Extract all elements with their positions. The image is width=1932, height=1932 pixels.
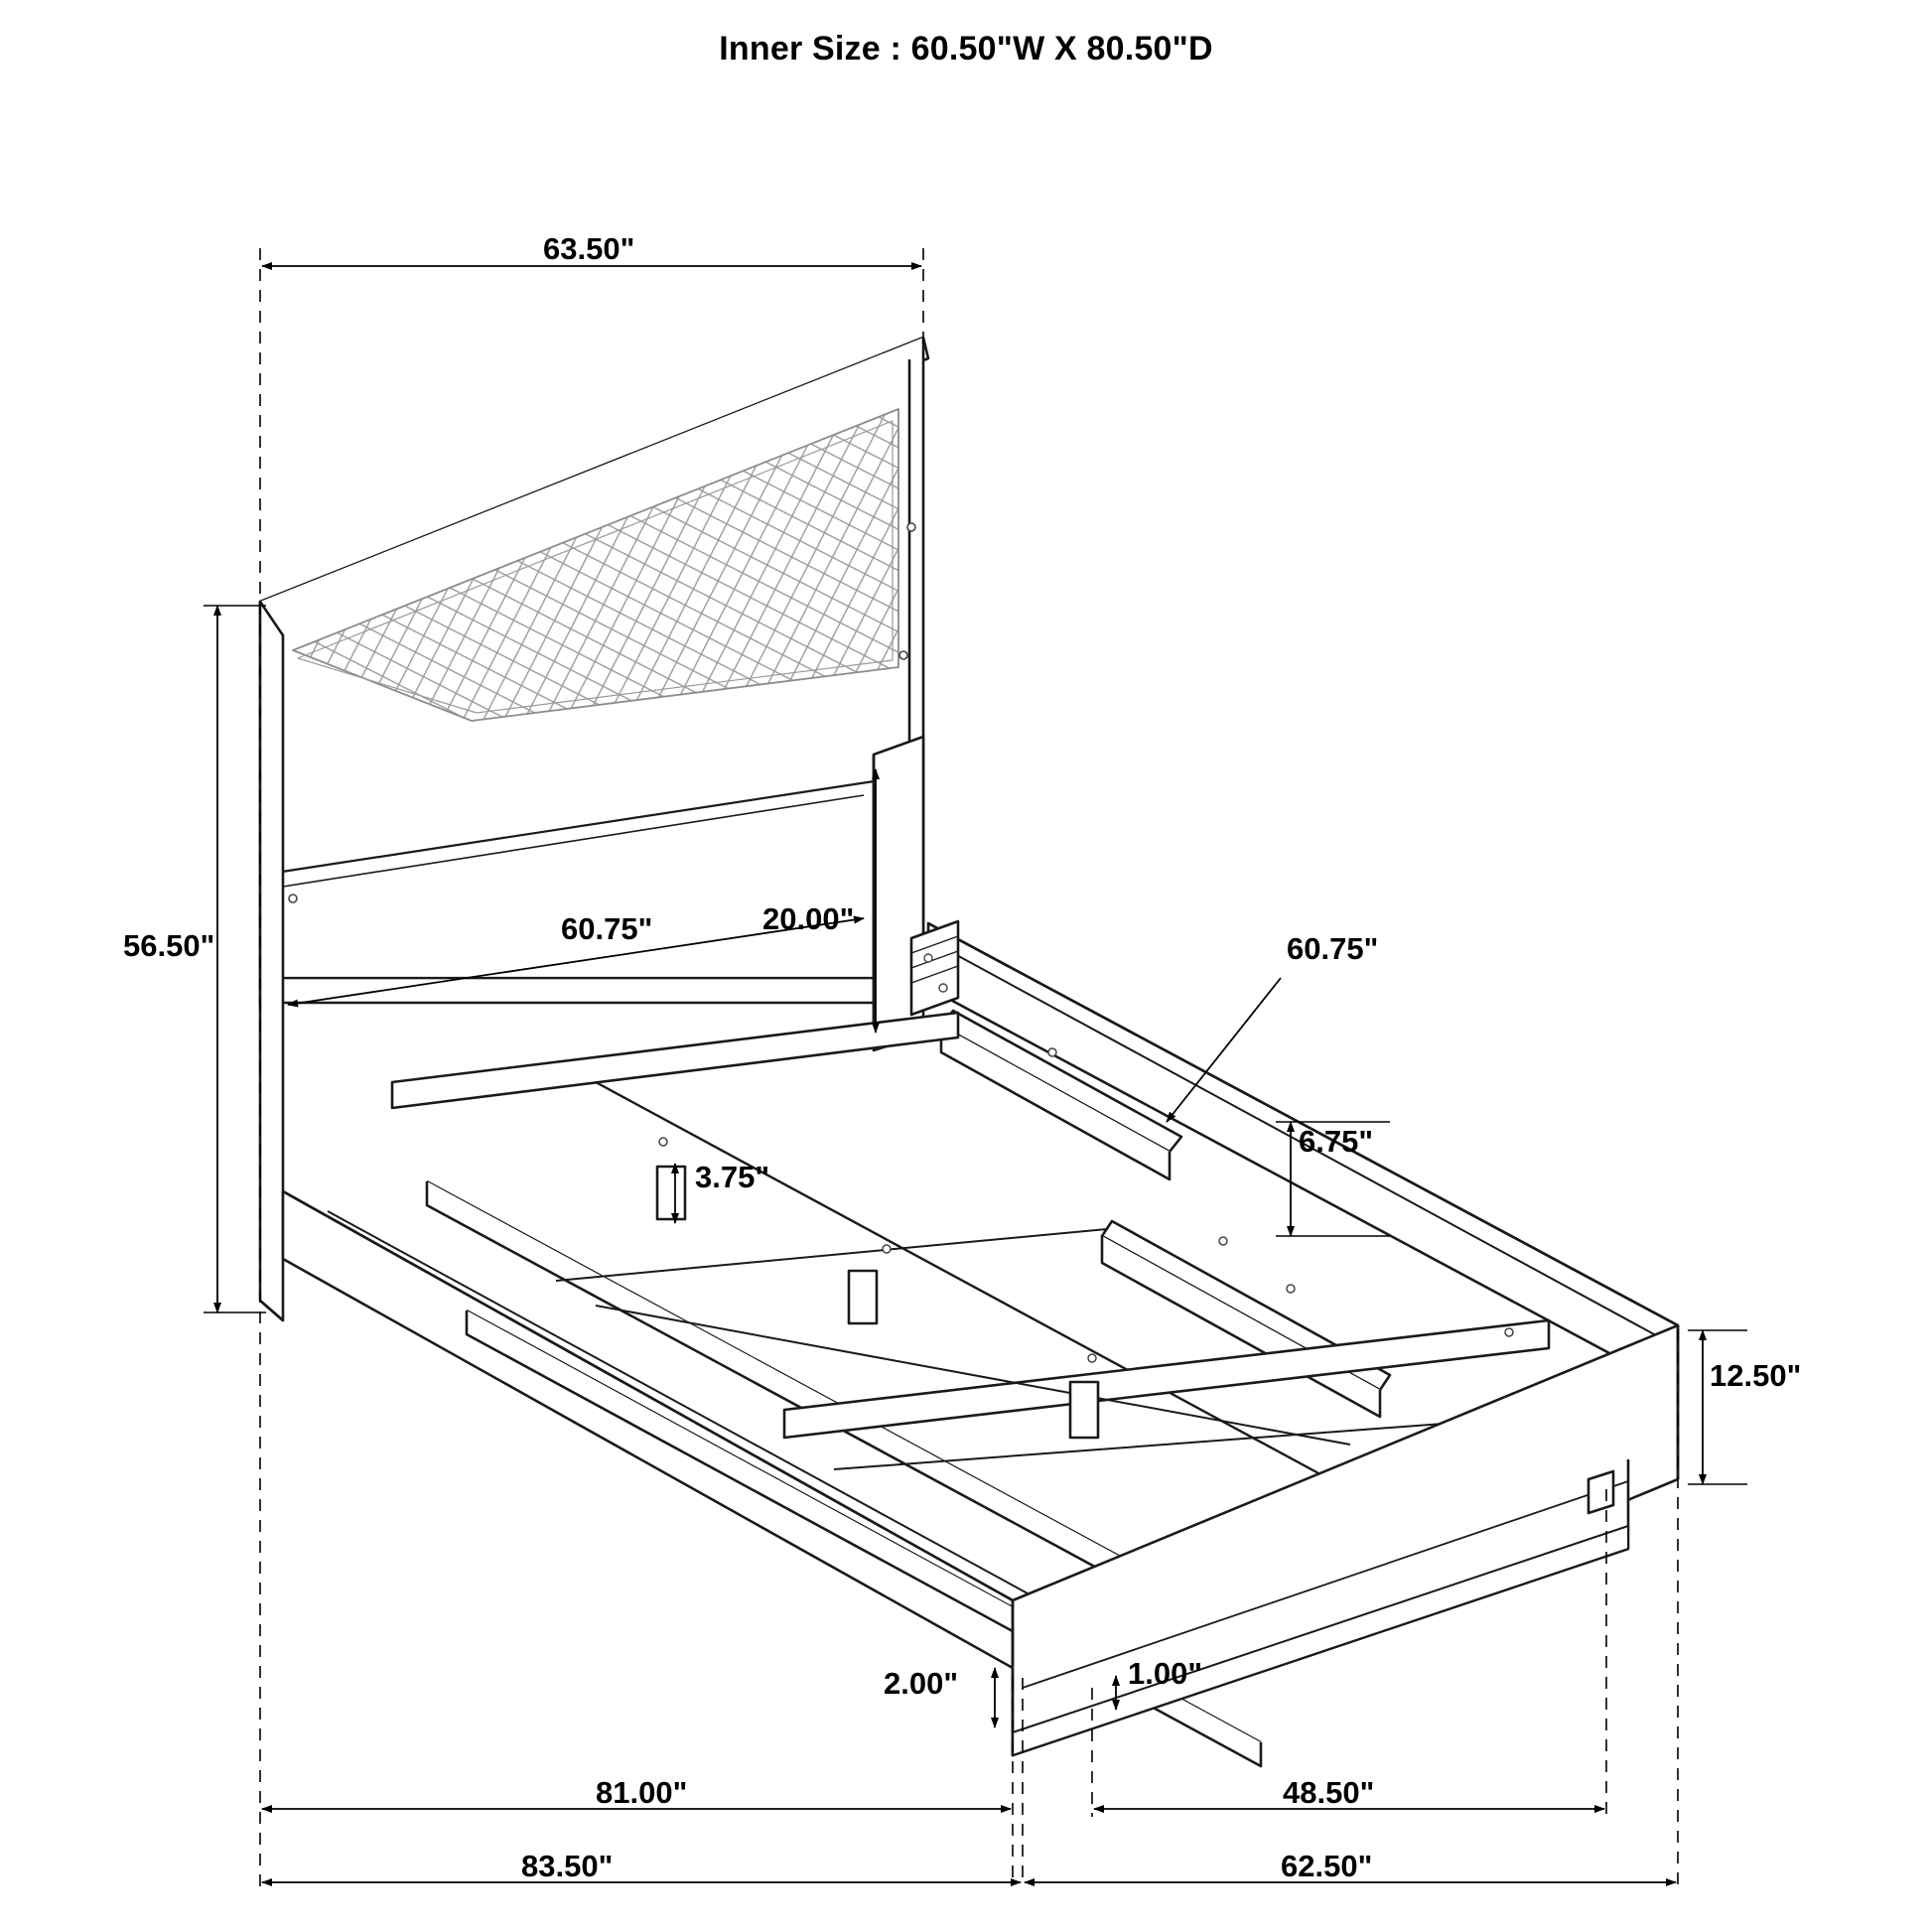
dim-slat-span: 60.75": [1287, 931, 1379, 966]
dim-bed-length-inner: 81.00": [596, 1775, 688, 1810]
diagram-title: Inner Size : 60.50"W X 80.50"D: [719, 30, 1213, 68]
dim-foot-base-thickness: 1.00": [1128, 1656, 1203, 1691]
dim-headboard-width: 63.50": [543, 231, 635, 266]
rail-bracket: [911, 921, 958, 1015]
dim-center-leg-height: 3.75": [695, 1160, 770, 1194]
dim-rail-height: 6.75": [1299, 1124, 1374, 1159]
dim-footboard-width-overall: 62.50": [1281, 1849, 1373, 1883]
dim-headboard-panel-width: 60.75": [561, 911, 653, 946]
dim-foot-clearance: 2.00": [884, 1666, 959, 1701]
dim-bed-length-overall: 83.50": [521, 1849, 614, 1883]
dim-footboard-width-inner: 48.50": [1283, 1775, 1375, 1810]
bed-geometry: [260, 338, 1678, 1766]
dim-headboard-height: 56.50": [123, 928, 215, 963]
dim-headboard-panel-height: 20.00": [762, 901, 855, 936]
dim-footboard-height: 12.50": [1710, 1358, 1802, 1393]
